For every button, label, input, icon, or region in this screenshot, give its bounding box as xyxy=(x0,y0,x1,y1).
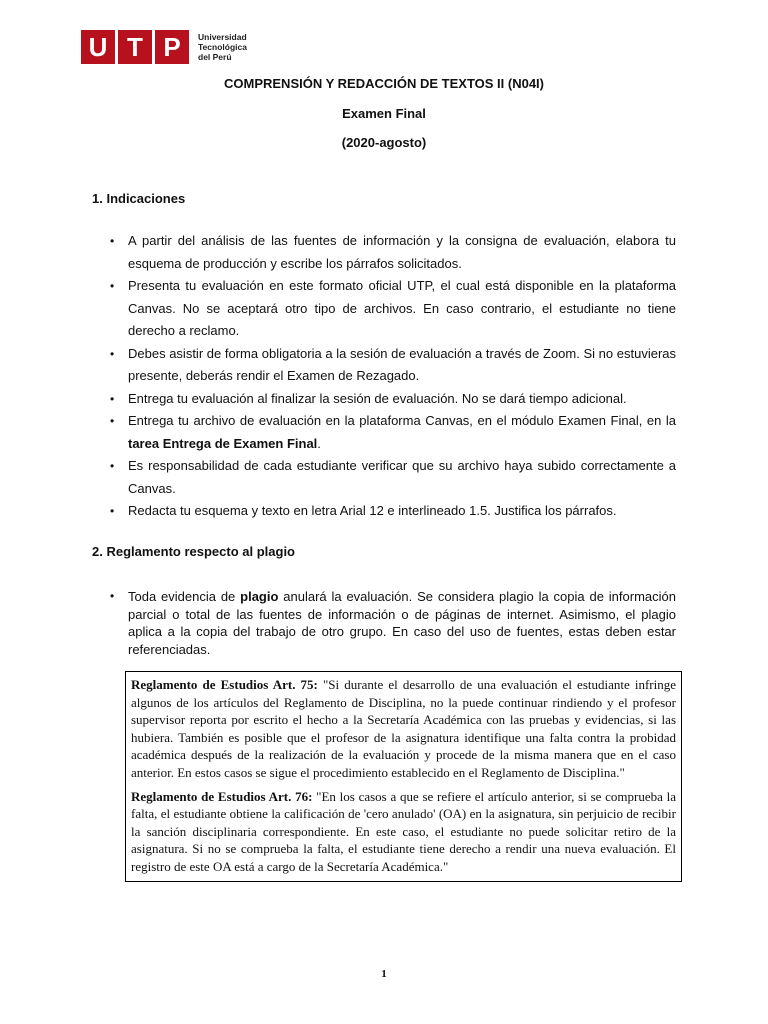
item-bold-text: tarea Entrega de Examen Final xyxy=(128,435,318,451)
list-item xyxy=(110,410,676,455)
article-76-label: Reglamento de Estudios Art. 76: xyxy=(131,788,313,804)
section-1-heading: 1. Indicaciones xyxy=(92,191,186,206)
logo-line-2: Tecnológica xyxy=(198,42,247,52)
article-76 xyxy=(131,788,676,876)
list-item: • Presenta tu evaluación en este formato oficial UTP, el cual está disponible en la plataforma Canvas. No se aceptará otro tipo de archivos. En caso contrario, el estudiante no tiene derecho a reclamo. xyxy=(110,275,676,343)
logo-university-name xyxy=(198,32,247,62)
article-76-text: "En los casos a que se refiere el artículo anterior, si se comprueba la falta, el estudiante obtiene la calificación de 'cero anulado' (OA) en la asignatura, sin perjuicio de recibir la sanción disciplinaria correspondiente. En este caso, el estudiante no puede solicitar retiro de la asignatura. Si no se comprueba la falta, el estudiante tiene derecho a rendir una nueva evaluación. El registro de este OA está a cargo de la Secretaría Académica." xyxy=(131,788,677,874)
item-text: Entrega tu archivo de evaluación en la plataforma Canvas, en el módulo Examen Final, en la xyxy=(128,413,676,428)
article-75 xyxy=(131,676,676,782)
exam-period: (2020-agosto) xyxy=(341,135,427,150)
item-text-end: . xyxy=(317,435,321,451)
section-2-heading: 2. Reglamento respecto al plagio xyxy=(92,544,295,559)
list-item: • Redacta tu esquema y texto en letra Arial 12 e interlineado 1.5. Justifica los párrafos. xyxy=(110,500,676,523)
regulation-box xyxy=(125,671,682,882)
article-75-label: Reglamento de Estudios Art. 75: xyxy=(131,677,318,692)
plagiarism-list xyxy=(110,588,676,658)
utp-logo xyxy=(81,29,247,65)
plagio-text-start: Toda evidencia de xyxy=(128,589,241,604)
page-number: 1 xyxy=(381,968,387,980)
list-item: • Es responsabilidad de cada estudiante verificar que su archivo haya subido correctamente a Canvas. xyxy=(110,455,676,500)
instructions-list xyxy=(110,230,676,523)
list-item: • Debes asistir de forma obligatoria a la sesión de evaluación a través de Zoom. Si no estuvieras presente, deberás rendir el Examen de Rezagado. xyxy=(110,343,676,388)
course-title: COMPRENSIÓN Y REDACCIÓN DE TEXTOS II (N04I) xyxy=(224,76,544,91)
exam-title: Examen Final xyxy=(342,106,426,121)
logo-letter-u: U xyxy=(81,30,115,64)
logo-letter-p: P xyxy=(155,30,189,64)
list-item xyxy=(110,588,676,658)
logo-letter-t: T xyxy=(118,30,152,64)
plagio-bold: plagio xyxy=(240,589,279,604)
logo-line-1: Universidad xyxy=(198,32,247,42)
list-item: • A partir del análisis de las fuentes de información y la consigna de evaluación, elabora tu esquema de producción y escribe los párrafos solicitados. xyxy=(110,230,676,275)
article-75-text: "Si durante el desarrollo de una evaluación el estudiante infringe algunos de los artículos del Reglamento de Disciplina, no la puede continuar rindiendo y el profesor supervisor reporta por escrito el hecho a la Secretaría Académica con las pruebas y evidencias, si las hubiera. También es posible que el profesor de la asignatura identifique una falta contra la probidad académica después de la realización de la evaluación y procede de la misma manera que en el caso anterior. En estos casos se sigue el procedimiento establecido en el Reglamento de Disciplina." xyxy=(131,677,677,780)
plagio-text-end: anulará la evaluación. Se considera plagio la copia de información parcial o total de las fuentes de información o de páginas de internet. Asimismo, el plagio aplica a la copia del trabajo de otro grupo. En caso del uso de fuentes, estas deben estar referenciadas. xyxy=(128,589,676,657)
logo-line-3: del Perú xyxy=(198,52,232,62)
list-item: • Entrega tu evaluación al finalizar la sesión de evaluación. No se dará tiempo adicional. xyxy=(110,388,676,411)
